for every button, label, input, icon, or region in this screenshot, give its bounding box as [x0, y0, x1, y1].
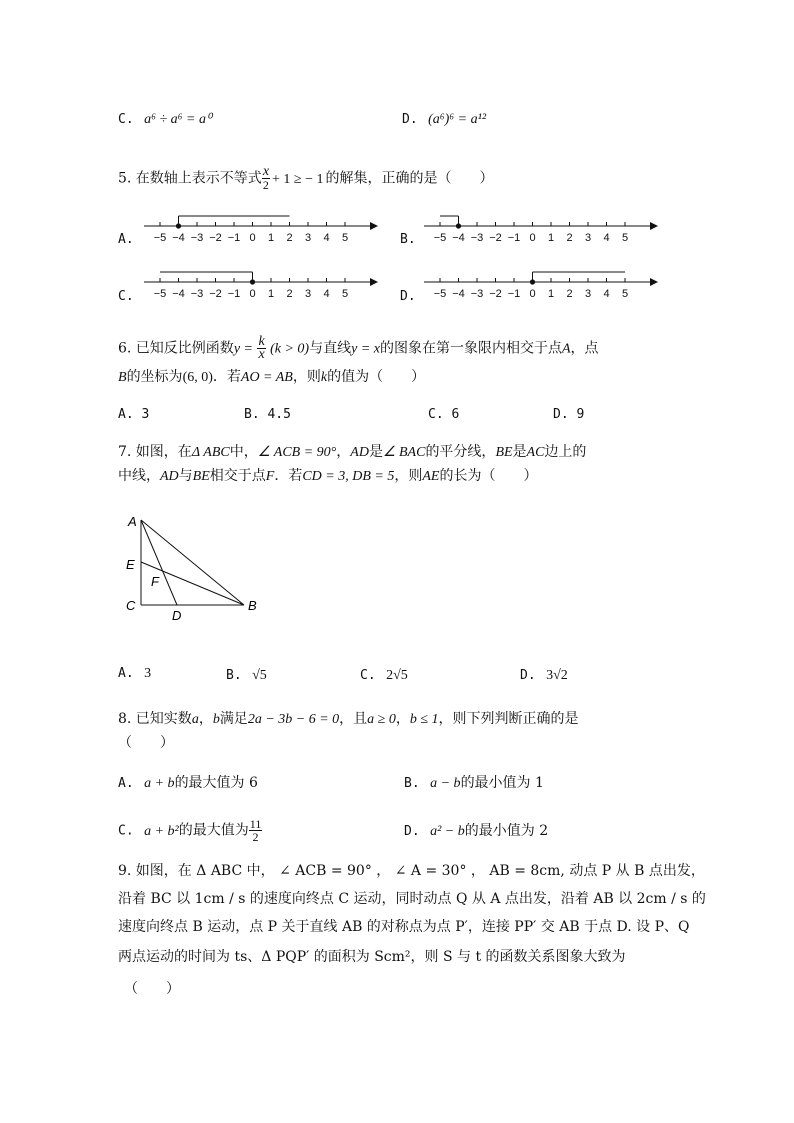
- tick-label: 3: [304, 288, 312, 300]
- q7-option-b: [226, 666, 267, 685]
- segment-ac: AC: [526, 445, 545, 460]
- fraction-numerator: k: [258, 334, 265, 349]
- axis-arrow: [650, 222, 658, 230]
- segment-be: BE: [495, 445, 513, 460]
- option-label: A.: [118, 776, 134, 791]
- option-value: √5: [252, 668, 267, 683]
- tick-label: 4: [323, 288, 330, 300]
- fraction-numerator: x: [262, 164, 270, 179]
- q8-line1: [118, 710, 579, 729]
- tick-label: −2: [209, 288, 222, 300]
- q6-line2: [118, 368, 425, 387]
- q8-text: ，则下列判断正确的是: [438, 711, 579, 727]
- option-value: 3√2: [546, 668, 568, 683]
- q8-line2: （ ）: [118, 735, 174, 751]
- option-label: A.: [118, 666, 134, 681]
- func-y: y =: [233, 341, 253, 357]
- option-label: C.: [360, 668, 376, 683]
- angle: ∠ ACB = 90°: [257, 445, 337, 460]
- q7-text: ，则: [394, 468, 423, 484]
- q7-option-c: [360, 666, 408, 685]
- coordinate: (6, 0): [182, 370, 213, 385]
- tick-label: −1: [227, 232, 241, 244]
- q7-text: 相交于点: [209, 468, 266, 484]
- q7-text: 是: [512, 444, 527, 460]
- q8-text: ，: [395, 711, 410, 727]
- option-label: B.: [404, 776, 420, 791]
- solid-dot: [176, 223, 181, 228]
- q6-text: 的值为（ ）: [327, 369, 426, 385]
- q6-text: 的图象在第一象限内相交于点: [379, 340, 562, 357]
- q7-line2: [118, 467, 537, 486]
- option-text: 的最小值为 1: [460, 775, 544, 791]
- tick-label: −3: [470, 288, 484, 300]
- segment-ad: AD: [350, 445, 369, 460]
- q7-text: 的长为（ ）: [439, 468, 538, 484]
- tick-label: 1: [267, 232, 275, 244]
- tick-label: 3: [304, 232, 312, 244]
- q7-option-a: [118, 664, 151, 683]
- point-a: A: [561, 341, 571, 357]
- label-a: A: [128, 514, 137, 529]
- solid-dot: [456, 223, 461, 228]
- angle-bac: ∠ BAC: [382, 445, 426, 460]
- tick-label: −1: [507, 288, 521, 300]
- option-label: D.: [404, 824, 420, 839]
- fraction: [257, 336, 265, 361]
- tick-label: 1: [547, 232, 555, 244]
- option-label: D.: [520, 668, 536, 683]
- q9-line4: 两点运动的时间为 ts、Δ PQP′ 的面积为 Scm²，则 S 与 t 的函数关系图象大致为: [118, 949, 626, 965]
- q5-label-c: C.: [118, 289, 134, 304]
- q6-option-d: D. 9: [553, 407, 585, 422]
- option-expr: a − b: [430, 776, 461, 791]
- q8-option-d: [404, 822, 548, 841]
- segment-ae: AE: [422, 469, 440, 484]
- q8-text: ，且: [339, 711, 368, 727]
- label-e: E: [126, 557, 135, 572]
- tick-label: 0: [529, 288, 536, 300]
- q9-line5: （ ）: [124, 981, 180, 997]
- tick-label: 1: [547, 288, 555, 300]
- q7-text: 是: [368, 444, 383, 460]
- constraint-b: b ≤ 1: [409, 712, 439, 727]
- var-k: k: [320, 370, 328, 385]
- tick-label: −4: [172, 288, 185, 300]
- func-condition: (k > 0): [270, 341, 310, 357]
- constraint-a: a ≥ 0: [367, 712, 396, 727]
- option-expr: a + b²: [144, 823, 179, 839]
- option-value: 2√5: [386, 668, 408, 683]
- line-expr: y = x: [351, 341, 380, 357]
- q7-text: 边上的: [544, 444, 587, 460]
- solid-dot: [250, 279, 255, 284]
- q8-text: 满足: [219, 711, 248, 727]
- tick-label: 0: [529, 232, 536, 244]
- fraction: [249, 818, 263, 843]
- tick-label: 3: [584, 232, 592, 244]
- tick-label: 5: [621, 288, 629, 300]
- q6-option-c: C. 6: [428, 407, 460, 422]
- segment-ad-line: [141, 520, 177, 605]
- option-text: 的最大值为 6: [174, 775, 258, 791]
- equation: 2a − 3b − 6 = 0: [247, 712, 340, 727]
- number-line-b: [422, 200, 662, 250]
- number-line-a: [142, 200, 382, 250]
- tick-label: 2: [286, 232, 293, 244]
- axis-arrow: [650, 278, 658, 286]
- q7-text: 的平分线，: [425, 444, 496, 460]
- tick-label: −5: [153, 288, 167, 300]
- tick-label: 4: [603, 232, 610, 244]
- solid-dot: [530, 279, 535, 284]
- q6-line1: [118, 336, 599, 361]
- q6-text: ．若: [212, 369, 241, 385]
- q7-line1: [118, 443, 586, 462]
- tick-label: 0: [249, 232, 256, 244]
- tick-label: 2: [566, 232, 573, 244]
- tick-label: −3: [190, 232, 204, 244]
- q5-label-a: A.: [118, 232, 134, 247]
- segment-be: BE: [192, 469, 210, 484]
- q4-option-c: [118, 110, 212, 129]
- q5-label-b: B.: [400, 232, 416, 247]
- tick-label: 4: [603, 288, 610, 300]
- fraction: [262, 166, 270, 191]
- q6-option-a: A. 3: [118, 407, 150, 422]
- q9-line3: 速度向终点 B 运动，点 P 关于直线 AB 的对称点为点 P′，连接 PP′ 交 AB 于点 D. 设 P、Q: [118, 919, 690, 935]
- tick-label: −4: [452, 232, 465, 244]
- label-d: D: [172, 608, 182, 623]
- fraction-numerator: 11: [249, 817, 262, 831]
- condition: AO = AB: [240, 370, 293, 385]
- option-label: B.: [226, 668, 242, 683]
- tick-label: −4: [452, 288, 465, 300]
- segment-ad: AD: [160, 469, 179, 484]
- tick-label: −5: [153, 232, 167, 244]
- fraction-denominator: 2: [262, 178, 269, 192]
- option-text: 的最小值为 2: [464, 823, 549, 839]
- tick-label: −1: [507, 232, 521, 244]
- q8-text: 8. 已知实数: [118, 711, 192, 727]
- q7-text: ，: [336, 444, 351, 460]
- fraction-denominator: x: [258, 347, 265, 362]
- option-label: C.: [118, 823, 134, 839]
- option-expr: a + b: [144, 776, 175, 791]
- tick-label: −5: [433, 232, 447, 244]
- option-text: 的最大值为: [178, 822, 249, 839]
- number-line-c: [142, 256, 382, 306]
- q5-text: 5. 在数轴上表示不等式: [118, 170, 262, 187]
- tick-label: 2: [286, 288, 293, 300]
- label-f: F: [151, 574, 159, 589]
- q8-option-a: [118, 774, 258, 793]
- tick-label: 4: [323, 232, 330, 244]
- tick-label: 2: [566, 288, 573, 300]
- q6-text: ，则: [292, 369, 321, 385]
- var-a: a: [191, 712, 199, 727]
- inequality-tail: + 1 ≥ − 1: [272, 171, 324, 187]
- tick-label: 0: [249, 288, 256, 300]
- q7-text: 与: [178, 468, 193, 484]
- point-b: B: [118, 370, 127, 385]
- tick-label: −2: [209, 232, 222, 244]
- option-label: D.: [402, 112, 418, 127]
- axis-arrow: [370, 222, 378, 230]
- tick-label: −3: [470, 232, 484, 244]
- q6-text: 与直线: [309, 340, 352, 357]
- q5-label-d: D.: [400, 289, 416, 304]
- q6-text: 的坐标为: [126, 369, 183, 385]
- triangle: Δ ABC: [191, 445, 230, 460]
- tick-label: 5: [621, 232, 629, 244]
- option-expr: a² − b: [430, 824, 465, 839]
- q6-text: ，点: [570, 340, 599, 357]
- var-b: b: [212, 712, 220, 727]
- tick-label: −4: [172, 232, 185, 244]
- tick-label: −2: [489, 232, 502, 244]
- q6-text: 6. 已知反比例函数: [118, 340, 234, 357]
- label-c: C: [126, 598, 136, 613]
- option-expr: a⁶ ÷ a⁶ = a⁰: [144, 112, 212, 127]
- q7-text: 中线，: [118, 468, 160, 484]
- q9-line2: 沿着 BC 以 1cm / s 的速度向终点 C 运动，同时动点 Q 从 A 点出发，沿着 AB 以 2cm / s 的: [118, 891, 706, 907]
- tick-label: 5: [341, 288, 349, 300]
- tick-label: −5: [433, 288, 447, 300]
- q8-option-c: [118, 818, 262, 843]
- tick-label: 3: [584, 288, 592, 300]
- fraction-denominator: 2: [252, 830, 259, 844]
- tick-label: −1: [227, 288, 241, 300]
- option-value: 3: [144, 666, 152, 681]
- q6-option-b: B. 4.5: [244, 407, 291, 422]
- q7-triangle-figure: [120, 510, 270, 625]
- q7-option-d: [520, 666, 568, 685]
- q7-text: 中，: [229, 444, 258, 460]
- q9-line1: 9. 如图，在 Δ ABC 中， ∠ ACB = 90° ， ∠ A = 30° ， AB = 8cm, 动点 P 从 B 点出发，: [118, 863, 705, 879]
- tick-label: 5: [341, 232, 349, 244]
- tick-label: −2: [489, 288, 502, 300]
- point-f: F: [265, 469, 275, 484]
- q4-option-d: [402, 110, 486, 129]
- segment-ab-line: [141, 520, 244, 605]
- q5-text-after: 的解集，正确的是（ ）: [325, 170, 494, 187]
- q7-text: 7. 如图，在: [118, 444, 192, 460]
- number-line-d: [422, 256, 662, 306]
- q7-text: ．若: [274, 468, 303, 484]
- label-b: B: [248, 598, 257, 613]
- axis-arrow: [370, 278, 378, 286]
- tick-label: 1: [267, 288, 275, 300]
- q8-option-b: [404, 774, 544, 793]
- tick-label: −3: [190, 288, 204, 300]
- given-values: CD = 3, DB = 5: [302, 469, 395, 484]
- q8-text: ，: [198, 711, 213, 727]
- option-expr: (a⁶)⁶ = a¹²: [428, 112, 487, 127]
- option-label: C.: [118, 112, 134, 127]
- q5-stem: [118, 166, 494, 191]
